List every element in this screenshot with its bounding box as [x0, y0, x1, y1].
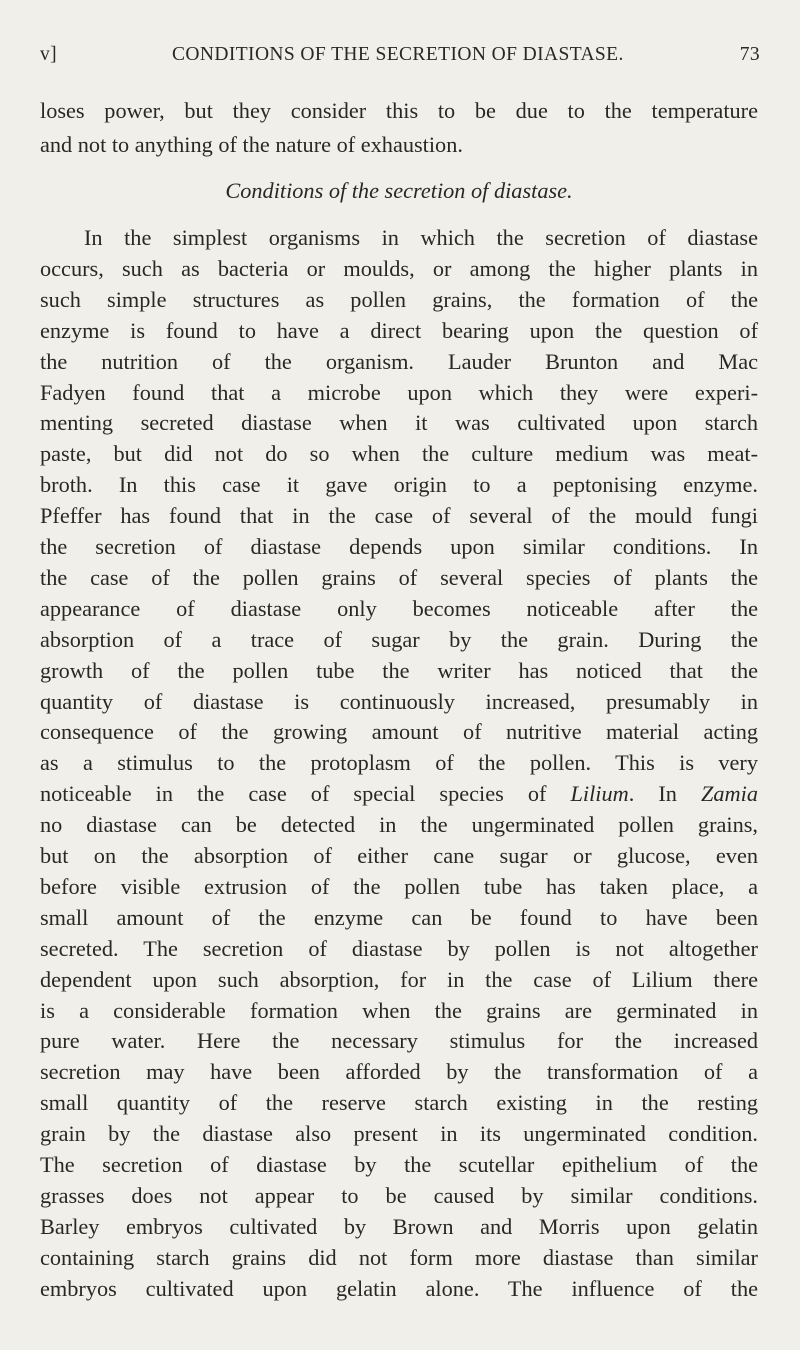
- text-line: small amount of the enzyme can be found to have been: [40, 904, 758, 930]
- page-number: 73: [739, 44, 760, 65]
- text-run: . In: [628, 781, 701, 807]
- running-title: CONDITIONS OF THE SECRETION OF DIASTASE.: [172, 44, 624, 65]
- text-line: growth of the pollen tube the writer has noticed that the: [40, 657, 758, 683]
- text-line: containing starch grains did not form more diastase than similar: [40, 1244, 758, 1270]
- text-line: menting secreted diastase when it was cultivated upon starch: [40, 410, 758, 436]
- text-line: pure water. Here the necessary stimulus for the increased: [40, 1028, 758, 1054]
- text-line: is a considerable formation when the grains are germinated in: [40, 997, 758, 1023]
- text-line: the case of the pollen grains of several species of plants the: [40, 564, 758, 590]
- text-line: the secretion of diastase depends upon similar conditions. In: [40, 534, 758, 559]
- text-line: secretion may have been afforded by the transformation of a: [40, 1059, 758, 1085]
- text-line: Pfeffer has found that in the case of several of the mould fungi: [40, 503, 758, 529]
- italic-term: Lilium: [570, 781, 629, 807]
- text-line: but on the absorption of either cane sugar or glucose, even: [40, 843, 758, 868]
- text-line: loses power, but they consider this to be due to the temperature: [40, 98, 758, 123]
- text-line: secreted. The secretion of diastase by pollen is not altogether: [40, 935, 758, 961]
- text-line: such simple structures as pollen grains, the formation of the: [40, 286, 758, 312]
- text-line: dependent upon such absorption, for in the case of Lilium there: [40, 966, 758, 992]
- text-line: as a stimulus to the protoplasm of the pollen. This is very: [40, 750, 758, 776]
- italic-term: Zamia: [701, 781, 758, 807]
- text-line: occurs, such as bacteria or moulds, or among the higher plants in: [40, 255, 758, 281]
- chapter-marker: v]: [40, 44, 58, 65]
- text-line: enzyme is found to have a direct bearing upon the question of: [40, 317, 758, 343]
- text-line: grasses does not appear to be caused by similar conditions.: [40, 1182, 758, 1208]
- text-line: and not to anything of the nature of exhaustion.: [40, 132, 463, 157]
- text-line: embryos cultivated upon gelatin alone. The influence of the: [40, 1275, 758, 1301]
- text-line: paste, but did not do so when the culture medium was meat-: [40, 441, 758, 467]
- text-line: the nutrition of the organism. Lauder Brunton and Mac: [40, 348, 758, 374]
- text-line: no diastase can be detected in the ungerminated pollen grains,: [40, 812, 758, 838]
- running-head: [40, 44, 760, 72]
- text-line: In the simplest organisms in which the secretion of diastase: [84, 225, 758, 250]
- text-line: broth. In this case it gave origin to a peptonising enzyme.: [40, 472, 758, 498]
- text-line: small quantity of the reserve starch existing in the resting: [40, 1090, 758, 1116]
- text-run: noticeable in the case of special species of: [40, 781, 571, 807]
- text-line: before visible extrusion of the pollen tube has taken place, a: [40, 873, 758, 899]
- text-line: Fadyen found that a microbe upon which they were experi-: [40, 379, 758, 405]
- section-heading: Conditions of the secretion of diastase.: [225, 178, 573, 203]
- text-line: The secretion of diastase by the scutellar epithelium of the: [40, 1152, 758, 1177]
- text-line: consequence of the growing amount of nutritive material acting: [40, 719, 758, 745]
- text-line: grain by the diastase also present in its ungerminated condition.: [40, 1121, 758, 1147]
- text-line: quantity of diastase is continuously increased, presumably in: [40, 688, 758, 714]
- text-line: Barley embryos cultivated by Brown and Morris upon gelatin: [40, 1213, 758, 1239]
- text-line: appearance of diastase only becomes noticeable after the: [40, 595, 758, 621]
- text-line: [40, 777, 758, 811]
- text-line: absorption of a trace of sugar by the grain. During the: [40, 626, 758, 652]
